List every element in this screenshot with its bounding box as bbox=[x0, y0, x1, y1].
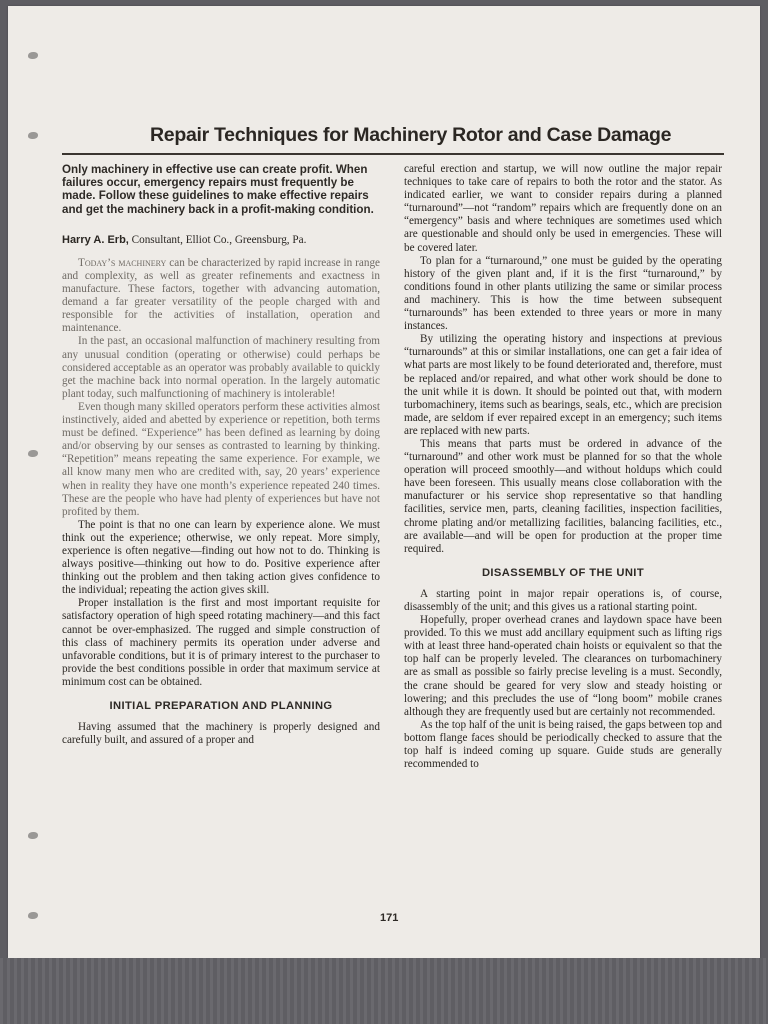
title-rule bbox=[62, 153, 724, 155]
binder-hole bbox=[28, 450, 38, 457]
article-title: Repair Techniques for Machinery Rotor and Case Damage bbox=[150, 124, 672, 146]
binder-hole bbox=[28, 132, 38, 139]
binder-hole bbox=[28, 52, 38, 59]
intro-text: can be characterized by rapid increase in range and complexity, as well as greater refinements and exactness in manufacture. These factors, together with advancing automation, demand a far greater versatility of the people charged with and responsible for the activities of installation, operation and maintenance. bbox=[62, 256, 381, 335]
author-affiliation: Consultant, Elliot Co., Greensburg, Pa. bbox=[131, 233, 307, 246]
binder-hole bbox=[28, 832, 38, 839]
body-paragraph: A starting point in major repair operations is, of course, disassembly of the unit; and this gives us a rational starting point. bbox=[404, 587, 722, 613]
author-name: Harry A. Erb, bbox=[62, 233, 129, 246]
scanner-background bbox=[0, 958, 768, 1024]
section-heading: DISASSEMBLY OF THE UNIT bbox=[481, 566, 645, 579]
right-column bbox=[404, 163, 722, 771]
body-paragraph: Even though many skilled operators perform these activities almost instinctively, aided and abetted by experience or repetition, both terms must be defined. “Experience” has been defined as learning by doing and/or observing by our senses as contrasted to learning by thinking. “Repetition” means repeating the same experience. For example, we all know many men who are credited with, say, 20 years’ experience when in reality they have one month’s experience repeated 240 times. These are the people who have had plenty of experiences but have not profited by them. bbox=[62, 400, 380, 518]
left-column bbox=[62, 163, 380, 747]
body-paragraph: In the past, an occasional malfunction of machinery resulting from any unusual condition (operating or otherwise) could perhaps be considered acceptable as an operator was probably available to quickly get the machine back into normal operation. In the largely automatic plant today, such malfunctioning of machinery is intolerable! bbox=[62, 335, 380, 400]
intro-dropword: Today’s machinery bbox=[78, 256, 167, 269]
body-paragraph: The point is that no one can learn by experience alone. We must think out the experience; otherwise, we only repeat. More simply, experience is often negative—finding out how not to do. Thinking is always positive—thinking out how to do. Positive experience after thinking out the problem and then taking action gives confidence to the individual; repeating the action gives skill. bbox=[62, 518, 380, 597]
body-paragraph: Hopefully, proper overhead cranes and laydown space have been provided. To this we must add ancillary equipment such as lifting rigs with at least three hand-operated chain hoists or equivalent so that the top half can be properly leveled. The clearances on turbomachinery are as small as possible so fairly precise leveling is a must. Secondly, the crane should be geared for very slow and steady hoisting or lowering; and this precludes the use of “long boom” mobile cranes although they are frequently used but are certainly not recommended. bbox=[404, 614, 722, 718]
body-paragraph: Proper installation is the first and most important requisite for satisfactory operation of high speed rotating machinery—and this fact cannot be over-emphasized. The rugged and simple construction of this class of machinery permits its operation under adverse and unfavorable conditions, but it is of primary interest to the purchaser to provide the best conditions possible in order that maximum service at minimum cost can be obtained. bbox=[62, 597, 380, 688]
body-paragraph: careful erection and startup, we will now outline the major repair techniques to take care of repairs to both the rotor and the stator. As indicated earlier, we want to consider repairs during a planned “turnaround”—not “random” repairs which are frequently done on an “emergency” basis and where techniques are sometimes used which are questionable and should only be used in emergencies. These will be covered later. bbox=[404, 163, 722, 254]
body-paragraph: To plan for a “turnaround,” one must be guided by the operating history of the given plant and, if it is the first “turnaround,” by conditions found in other plants utilizing the same or similar process and machinery. This is how the time between subsequent “turnarounds” has been extended to three years or more in many instances. bbox=[404, 254, 722, 333]
intro-paragraph bbox=[62, 257, 380, 336]
body-paragraph: This means that parts must be ordered in advance of the “turnaround” and other work must be planned for so that the whole operation will proceed smoothly—and without holdups which could have been foreseen. This usually means close collaboration with the manufacturer or his service shop representative so that handling facilities, service men, parts, cleaning facilities, inspection facilities, chrome plating and/or metallizing facilities, balancing facilities, etc., are available—and will be open for production at the proper time required. bbox=[404, 437, 722, 555]
section-heading: INITIAL PREPARATION AND PLANNING bbox=[109, 700, 333, 712]
body-paragraph: As the top half of the unit is being raised, the gaps between top and bottom flange faces should be periodically checked to assure that the top half is indeed coming up square. Guide studs are generally recommended to bbox=[404, 718, 722, 771]
lead-paragraph: Only machinery in effective use can create profit. When failures occur, emergency repairs must frequently be made. Follow these guidelines to make effective repairs and get the machinery back in a profit-making condition. bbox=[62, 163, 374, 216]
body-paragraph: By utilizing the operating history and inspections at previous “turnarounds” at this or similar installations, one can get a fair idea of what parts are most likely to be found deteriorated and, therefore, must be replaced and/or repaired, and what other work should be done to the unit while it is down. It should be pointed out that, with modern turbomachinery, items such as bearings, seals, etc., which are precision made, are seldom if ever repaired except in an emergency; such items are replaced with new parts. bbox=[404, 333, 723, 437]
page-number: 171 bbox=[380, 912, 399, 924]
binder-hole bbox=[28, 912, 38, 919]
body-paragraph: Having assumed that the machinery is properly designed and carefully built, and assured of a proper and bbox=[62, 721, 380, 747]
byline bbox=[62, 234, 380, 247]
